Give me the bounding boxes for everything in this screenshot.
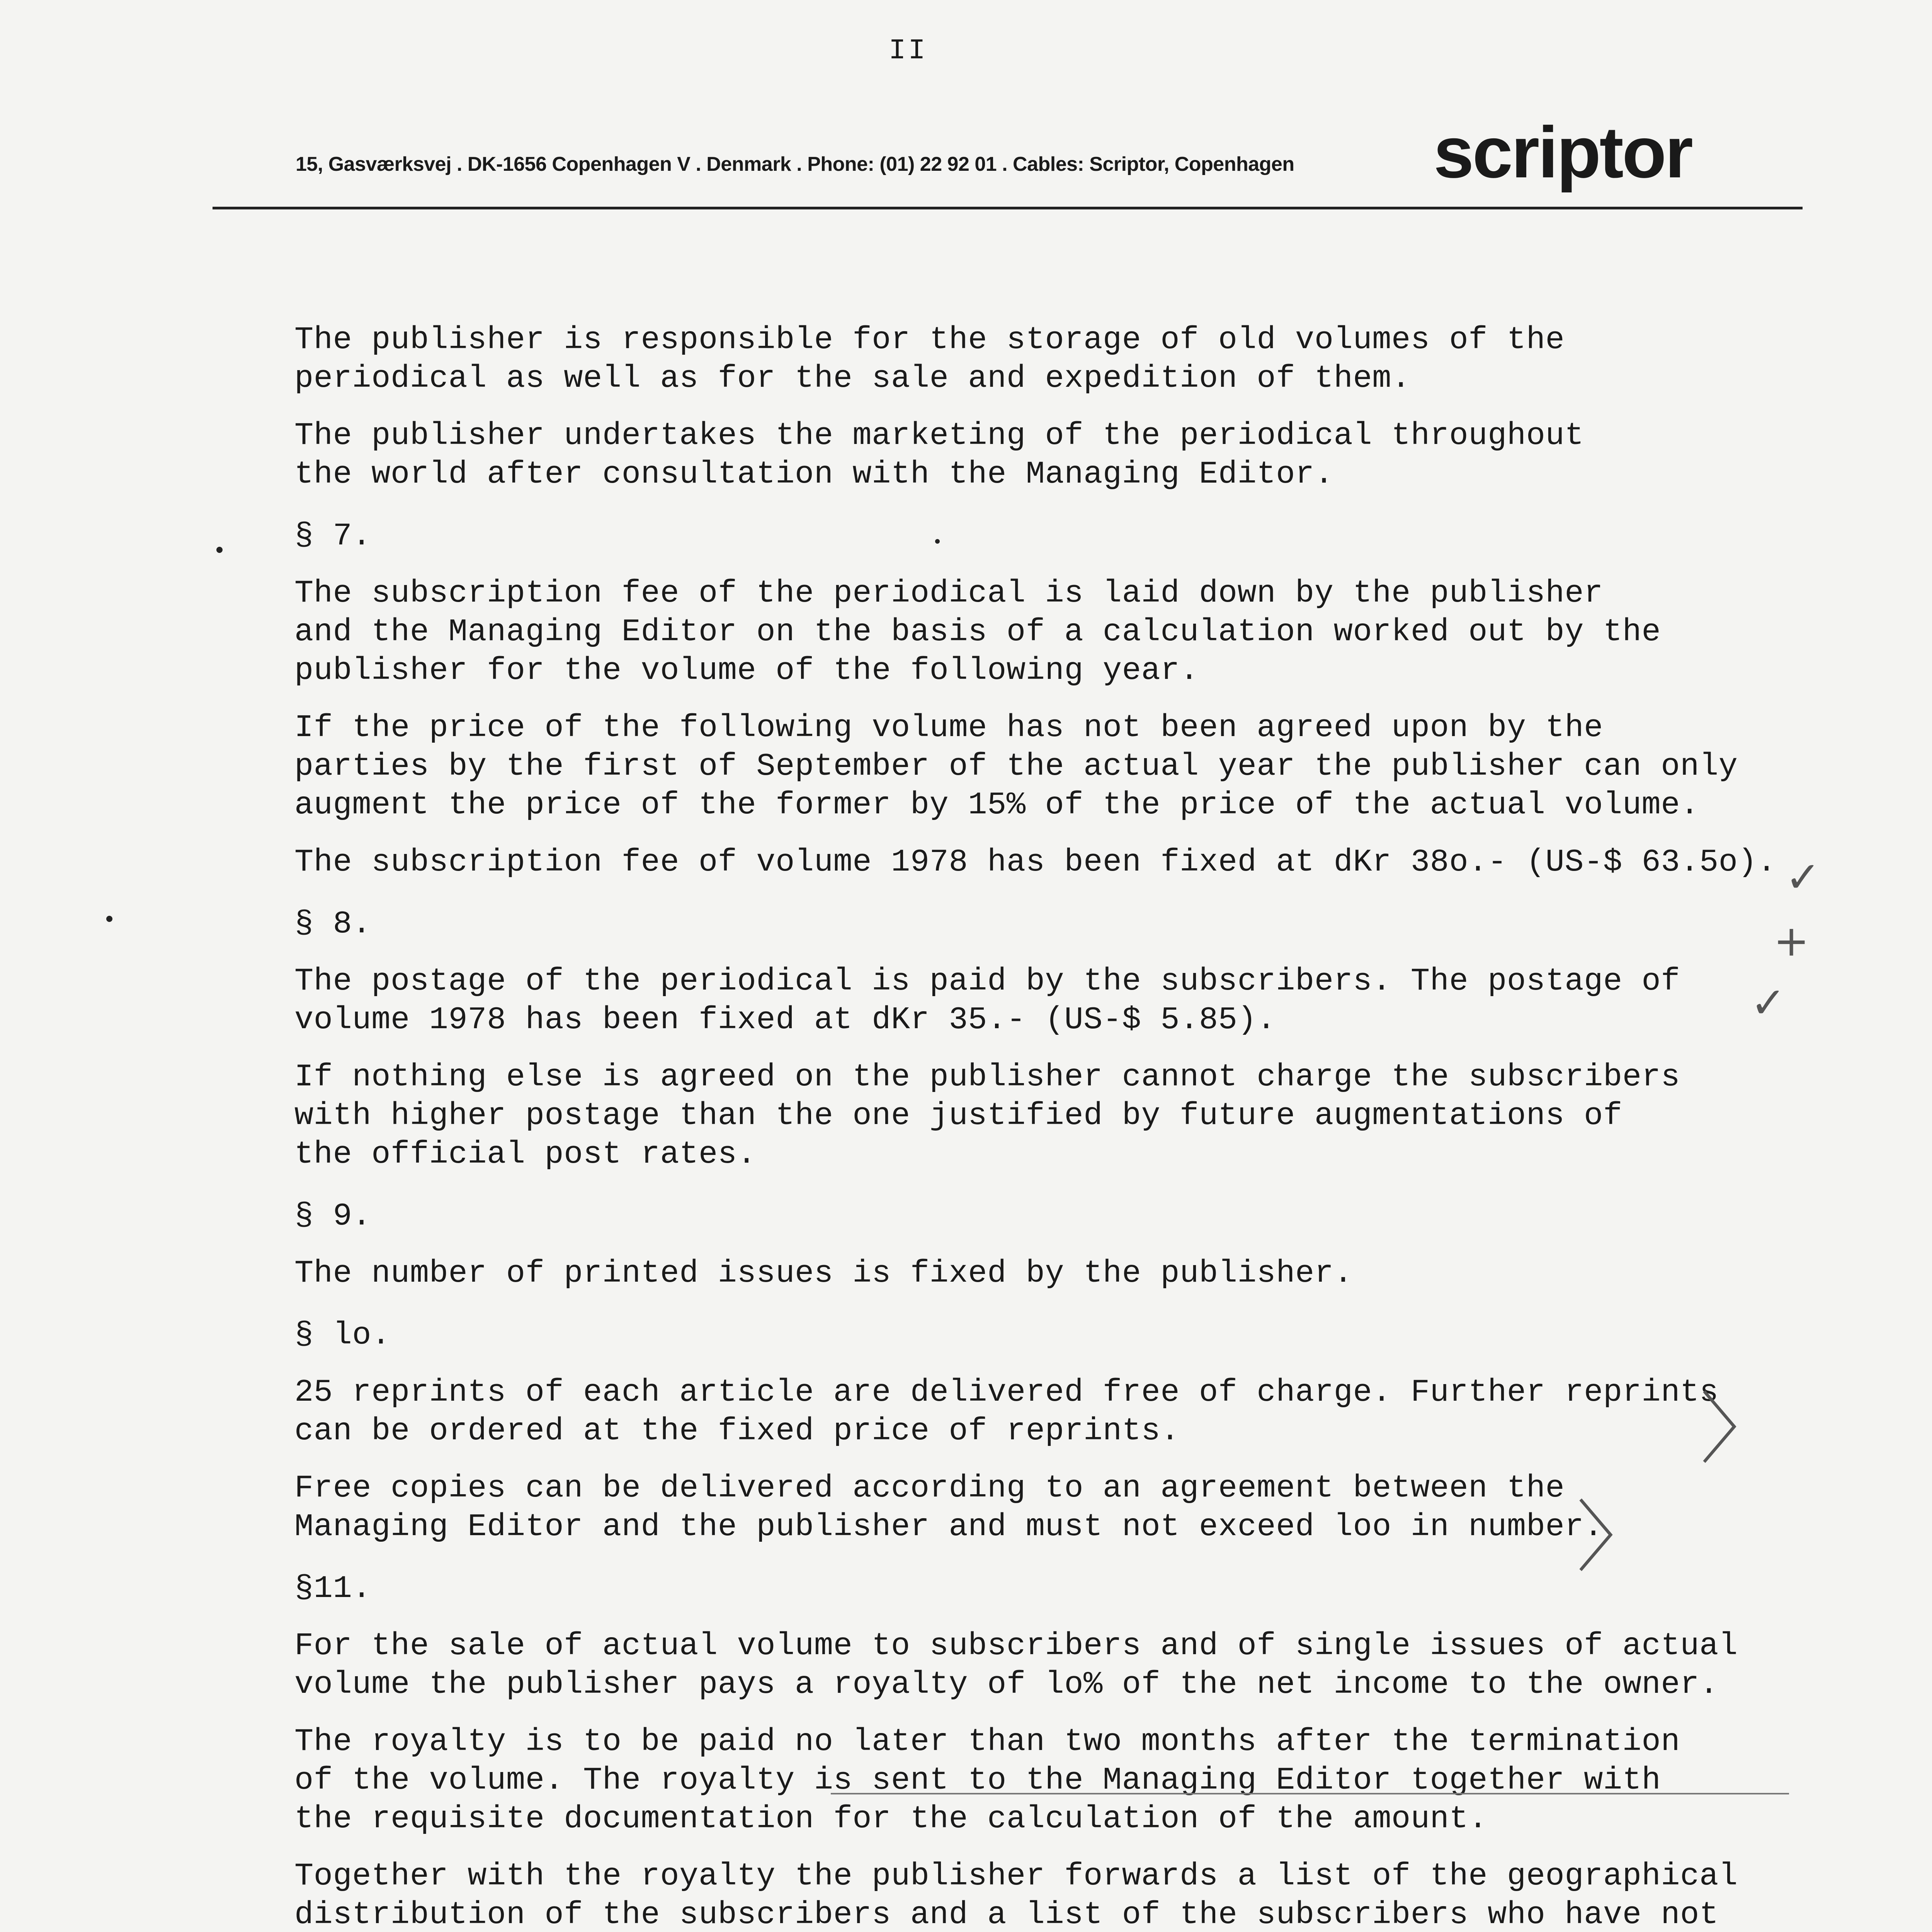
margin-dot — [935, 539, 940, 544]
margin-dot — [216, 547, 223, 553]
section-9 — [294, 1197, 1801, 1293]
section-heading: § 7. — [294, 518, 372, 554]
section-paragraph: The royalty is to be paid no later than two months after the termination of the volume. The royalty is sent to the Managing Editor together with the requisite documentation for the calculation of the amount. — [294, 1724, 1680, 1837]
section-paragraph: The number of printed issues is fixed by the publisher. — [294, 1255, 1353, 1291]
section-11 — [294, 1570, 1801, 1932]
section-heading: §11. — [294, 1571, 372, 1607]
intro-paragraph-1: The publisher is responsible for the storage of old volumes of the periodical as well as for the sale and expedition of them. — [294, 322, 1565, 396]
chevron-right-icon: 〉 — [1577, 1493, 1654, 1583]
section-paragraph: The subscription fee of volume 1978 has been fixed at dKr 38o.- (US-$ 63.5o). — [294, 844, 1777, 880]
section-paragraph: Free copies can be delivered according to an agreement between the Managing Editor and the publisher and must not exceed loo in number. — [294, 1470, 1603, 1545]
section-paragraph: For the sale of actual volume to subscribers and of single issues of actual volume the publisher pays a royalty of lo% of the net income to the owner. — [294, 1628, 1738, 1702]
letterhead-address: 15, Gasværksvej . DK-1656 Copenhagen V . Denmark . Phone: (01) 22 92 01 . Cables: Scriptor, Copenhagen — [296, 153, 1294, 175]
letterhead-brand-logo: scriptor — [1434, 112, 1692, 193]
chevron-right-icon: 〉 — [1700, 1384, 1778, 1475]
letterhead-divider — [213, 207, 1803, 209]
section-8 — [294, 905, 1801, 1174]
section-10 — [294, 1316, 1801, 1546]
section-paragraph: If the price of the following volume has not been agreed upon by the parties by the first of September of the actual year the publisher can only augment the price of the former by 15% of the price of the actual volume. — [294, 710, 1738, 823]
section-paragraph: Together with the royalty the publisher forwards a list of the geographical distribution of the subscribers and a list of the subscribers who have not — [294, 1858, 1738, 1932]
section-paragraph: If nothing else is agreed on the publisher cannot charge the subscribers with higher postage than the one justified by future augmentations of the official post rates. — [294, 1059, 1680, 1172]
check-mark-icon: ✓ — [1785, 852, 1821, 902]
handwritten-underline — [831, 1793, 1789, 1794]
check-mark-icon: ✓ — [1750, 978, 1786, 1027]
plus-mark-icon: + — [1774, 916, 1810, 966]
margin-dot — [106, 916, 112, 922]
intro-paragraph-2: The publisher undertakes the marketing of the periodical throughout the world after consultation with the Managing Editor. — [294, 418, 1584, 492]
section-paragraph: The subscription fee of the periodical is laid down by the publisher and the Managing Editor on the basis of a calculation worked out by the publisher for the volume of the following year. — [294, 575, 1661, 689]
section-heading: § 9. — [294, 1198, 372, 1234]
section-paragraph: 25 reprints of each article are delivered free of charge. Further reprints can be ordered at the fixed price of reprints. — [294, 1374, 1719, 1449]
section-heading: § lo. — [294, 1317, 391, 1353]
section-heading: § 8. — [294, 906, 372, 942]
section-paragraph: The postage of the periodical is paid by the subscribers. The postage of volume 1978 has been fixed at dKr 35.- (US-$ 5.85). — [294, 963, 1680, 1038]
page-number: II — [889, 35, 928, 67]
section-7 — [294, 517, 1801, 882]
document-body — [294, 321, 1801, 1932]
